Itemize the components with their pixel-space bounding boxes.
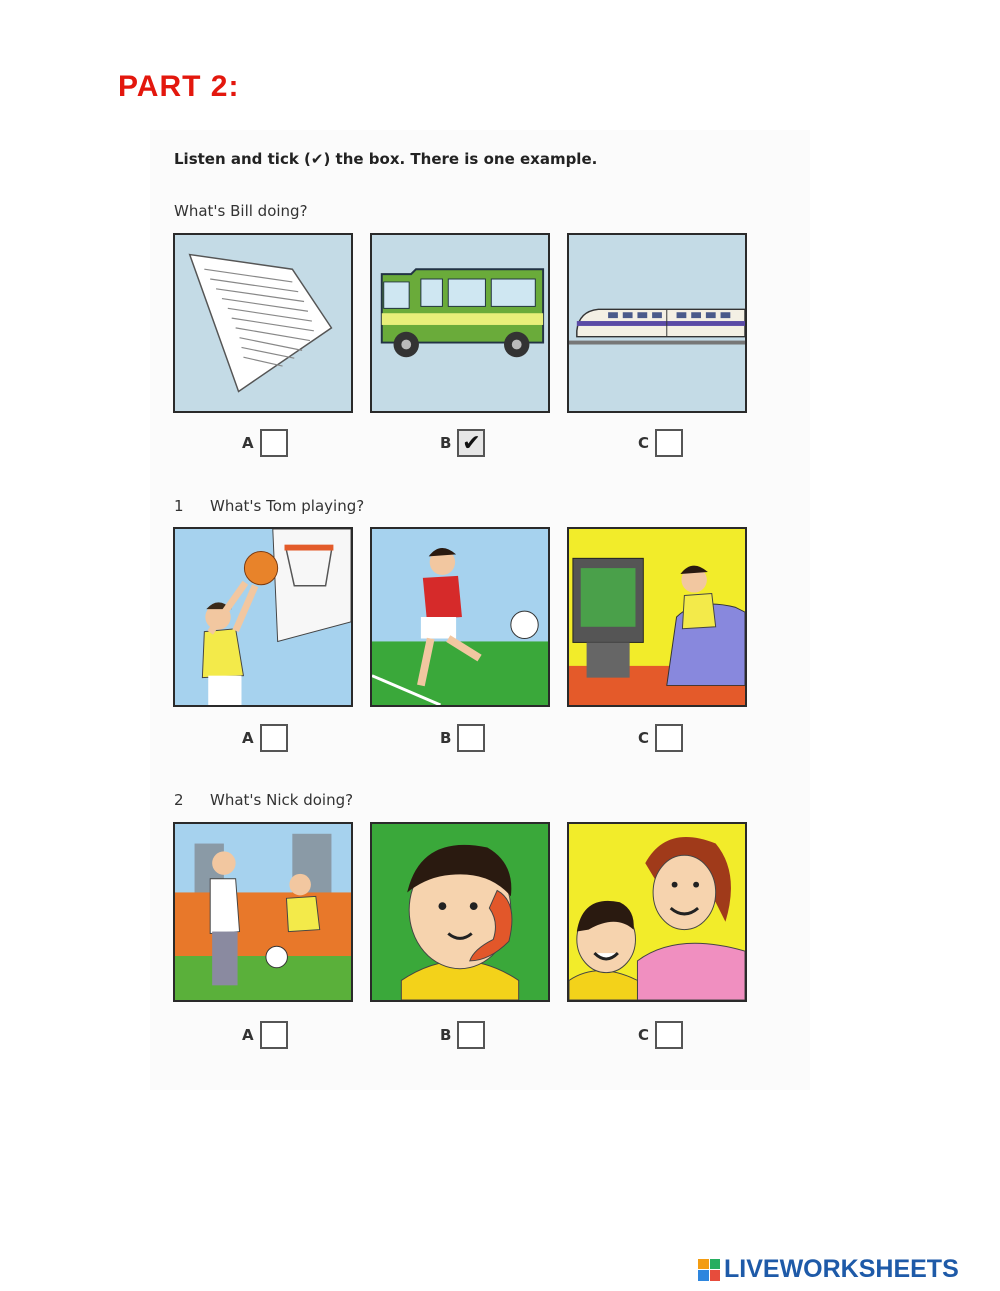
basketball-boy-illustration (175, 529, 351, 705)
part-title: PART 2: (118, 70, 240, 103)
answer-checkbox-0b[interactable] (457, 429, 485, 457)
option-0a (242, 428, 288, 458)
option-1c (638, 723, 683, 753)
question-1 (174, 497, 364, 515)
option-letter: C (638, 729, 650, 747)
instruction: Listen and tick (✔) the box. There is one example. (174, 150, 598, 168)
tick-mark: ✔ (462, 430, 481, 456)
liveworksheets-logo-icon (698, 1259, 720, 1281)
liveworksheets-brand (698, 1255, 959, 1284)
option-letter: C (638, 434, 650, 452)
brand-text: LIVEWORKSHEETS (724, 1255, 959, 1283)
tv-watching-boy-illustration (569, 529, 745, 705)
answer-checkbox-2a[interactable] (260, 1021, 288, 1049)
answer-checkbox-2c[interactable] (655, 1021, 683, 1049)
picture-2a (173, 822, 353, 1002)
picture-2c (567, 822, 747, 1002)
train-illustration (569, 235, 745, 411)
question-text: What's Nick doing? (210, 791, 354, 809)
option-letter: B (440, 434, 452, 452)
question-2 (174, 791, 353, 809)
green-bus-illustration (372, 235, 548, 411)
picture-1b (370, 527, 550, 707)
picture-1c (567, 527, 747, 707)
answer-checkbox-0c[interactable] (655, 429, 683, 457)
picture-0a (173, 233, 353, 413)
picture-0c (567, 233, 747, 413)
answer-checkbox-1a[interactable] (260, 724, 288, 752)
option-letter: A (242, 729, 254, 747)
picture-0b (370, 233, 550, 413)
option-letter: A (242, 434, 254, 452)
picture-1a (173, 527, 353, 707)
answer-checkbox-1b[interactable] (457, 724, 485, 752)
option-1b (440, 723, 485, 753)
option-2c (638, 1020, 683, 1050)
mother-and-son-illustration (569, 824, 745, 1000)
option-2a (242, 1020, 288, 1050)
option-2b (440, 1020, 485, 1050)
option-letter: B (440, 729, 452, 747)
option-0c (638, 428, 683, 458)
question-number: 2 (174, 791, 184, 809)
option-letter: C (638, 1026, 650, 1044)
football-boy-illustration (372, 529, 548, 705)
question-text: What's Bill doing? (174, 202, 308, 220)
picture-2b (370, 822, 550, 1002)
option-letter: B (440, 1026, 452, 1044)
question-number: 1 (174, 497, 184, 515)
option-0b (440, 428, 485, 458)
paper-sheet-illustration (175, 235, 351, 411)
answer-checkbox-1c[interactable] (655, 724, 683, 752)
phone-call-illustration (372, 824, 548, 1000)
answer-checkbox-2b[interactable] (457, 1021, 485, 1049)
answer-checkbox-0a[interactable] (260, 429, 288, 457)
option-1a (242, 723, 288, 753)
question-example (174, 202, 308, 220)
garden-football-illustration (175, 824, 351, 1000)
question-text: What's Tom playing? (210, 497, 365, 515)
option-letter: A (242, 1026, 254, 1044)
